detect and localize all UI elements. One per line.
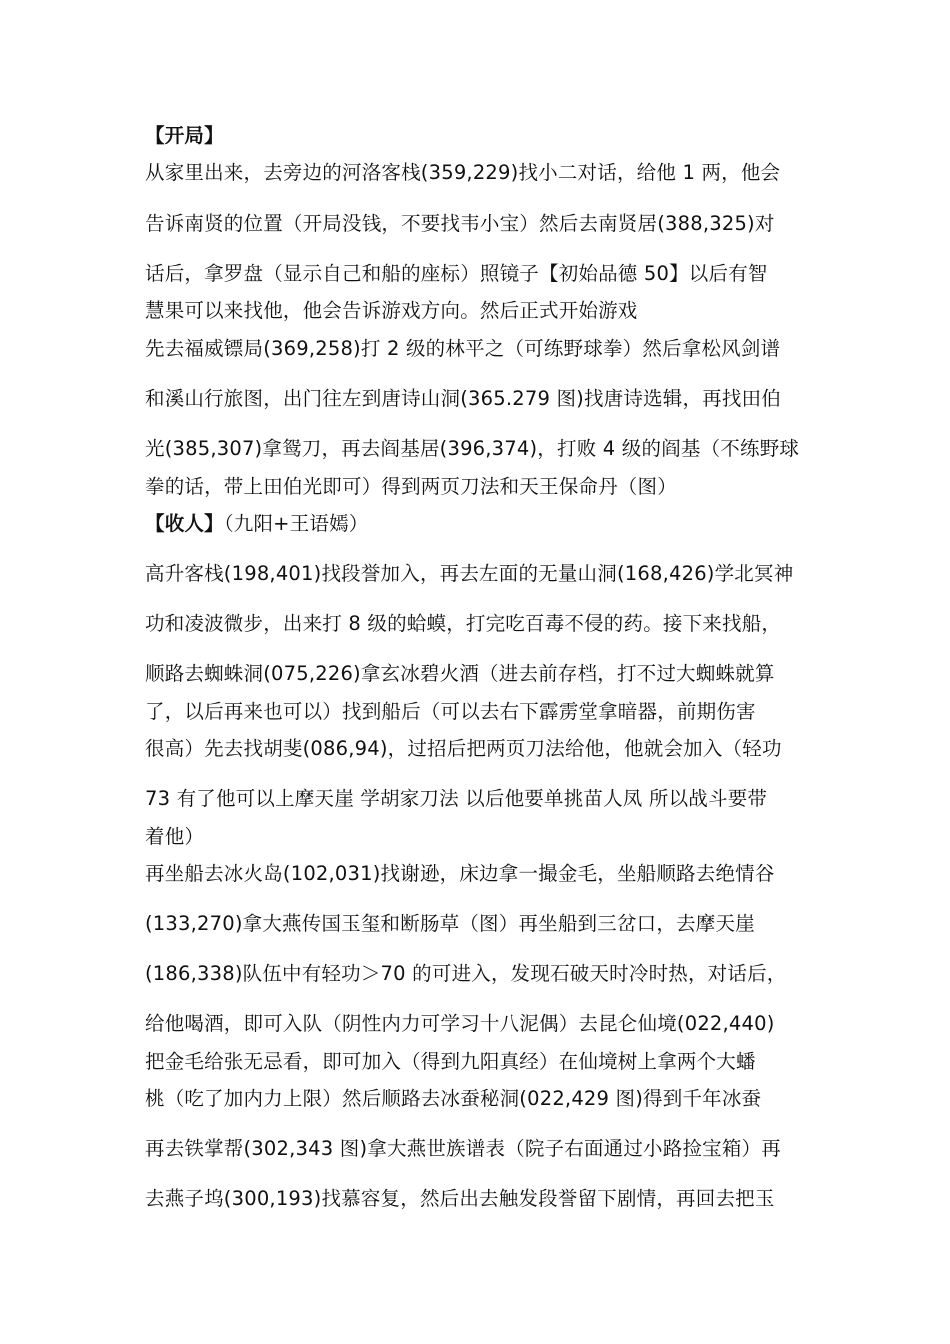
paragraph-line: 再坐船去冰火岛(102,031)找谢逊，床边拿一撮金毛，坐船顺路去绝情谷 [145, 862, 775, 885]
paragraph-line: 把金毛给张无忌看，即可加入（得到九阳真经）在仙境树上拿两个大蟠 [145, 1050, 756, 1073]
section-heading-opening: 【开局】 [145, 124, 224, 147]
paragraph-line: 告诉南贤的位置（开局没钱，不要找韦小宝）然后去南贤居(388,325)对 [145, 212, 775, 235]
paragraph-line: 桃（吃了加内力上限）然后顺路去冰蚕秘洞(022,429 图)得到千年冰蚕 [145, 1087, 762, 1110]
paragraph-line: 了，以后再来也可以）找到船后（可以去右下霹雳堂拿暗器，前期伤害 [145, 700, 756, 723]
paragraph-line: 给他喝酒，即可入队（阴性内力可学习十八泥偶）去昆仑仙境(022,440) [145, 1012, 775, 1035]
paragraph-line: 去燕子坞(300,193)找慕容复，然后出去触发段誉留下剧情，再回去把玉 [145, 1187, 775, 1210]
paragraph-line: 73 有了他可以上摩天崖 学胡家刀法 以后他要单挑苗人凤 所以战斗要带 [145, 787, 768, 810]
paragraph-line: 高升客栈(198,401)找段誉加入，再去左面的无量山洞(168,426)学北冥神 [145, 562, 794, 585]
section-subheading-recruit: （九阳+王语嫣） [223, 512, 369, 535]
paragraph-line: 顺路去蜘蛛洞(075,226)拿玄冰碧火酒（进去前存档，打不过大蜘蛛就算 [145, 662, 775, 685]
section-heading-recruit: 【收人】 [145, 512, 224, 535]
paragraph-line: 和溪山行旅图，出门往左到唐诗山洞(365.279 图)找唐诗选辑，再找田伯 [145, 387, 781, 410]
paragraph-line: 先去福威镖局(369,258)打 2 级的林平之（可练野球拳）然后拿松风剑谱 [145, 337, 781, 360]
paragraph-line: 再去铁掌帮(302,343 图)拿大燕世族谱表（院子右面通过小路捡宝箱）再 [145, 1137, 781, 1160]
paragraph-line: 话后，拿罗盘（显示自己和船的座标）照镜子【初始品德 50】以后有智 [145, 262, 768, 285]
section-heading-row [145, 511, 369, 537]
paragraph-line: 从家里出来，去旁边的河洛客栈(359,229)找小二对话，给他 1 两，他会 [145, 161, 781, 184]
paragraph-line: 慧果可以来找他，他会告诉游戏方向。然后正式开始游戏 [145, 299, 638, 322]
paragraph-line: 着他） [145, 825, 205, 848]
paragraph-line: (186,338)队伍中有轻功＞70 的可进入，发现石破天时冷时热，对话后， [145, 962, 787, 985]
paragraph-line: (133,270)拿大燕传国玉玺和断肠草（图）再坐船到三岔口，去摩天崖 [145, 912, 755, 935]
paragraph-line: 很高）先去找胡斐(086,94)，过招后把两页刀法给他，他就会加入（轻功 [145, 737, 782, 760]
paragraph-line: 拳的话，带上田伯光即可）得到两页刀法和天王保命丹（图） [145, 475, 677, 498]
paragraph-line: 功和凌波微步，出来打 8 级的蛤蟆，打完吃百毒不侵的药。接下来找船， [145, 612, 782, 635]
paragraph-line: 光(385,307)拿鸳刀，再去阎基居(396,374)，打败 4 级的阎基（不练野球 [145, 437, 800, 460]
